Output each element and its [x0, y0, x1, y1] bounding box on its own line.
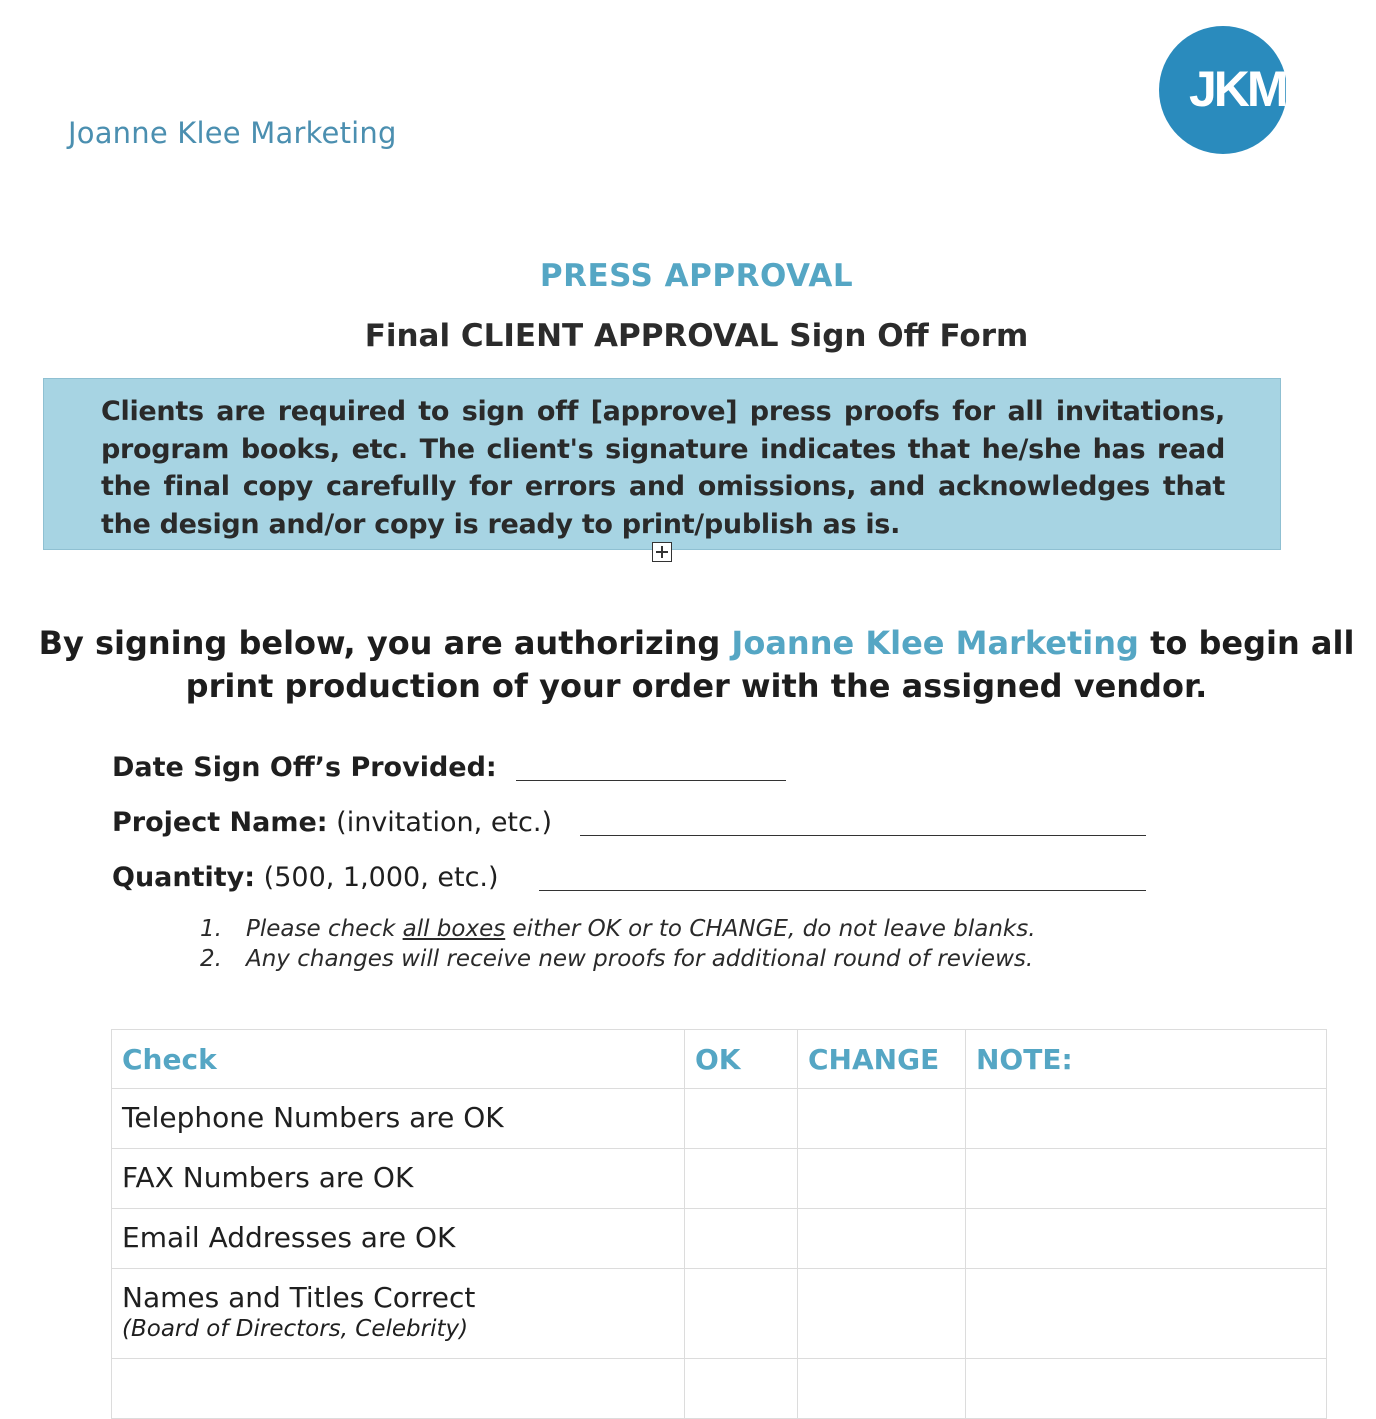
change-cell[interactable]: [798, 1089, 966, 1149]
authorization-part1: By signing below, you are authorizing: [38, 624, 732, 662]
check-item: FAX Numbers are OK: [112, 1149, 685, 1209]
note-cell[interactable]: [966, 1149, 1327, 1209]
authorization-brand: Joanne Klee Marketing: [731, 624, 1139, 662]
project-field: [112, 807, 552, 838]
instruction-text: Any changes will receive new proofs for additional round of reviews.: [246, 946, 1034, 972]
approval-checklist-table: [111, 1029, 1327, 1419]
change-cell[interactable]: [798, 1269, 966, 1359]
ok-cell[interactable]: [685, 1089, 798, 1149]
table-row: [112, 1269, 1327, 1359]
note-cell[interactable]: [966, 1089, 1327, 1149]
change-cell[interactable]: [798, 1209, 966, 1269]
notice-box: [43, 378, 1281, 550]
quantity-field: [112, 862, 499, 893]
authorization-statement: [0, 622, 1376, 708]
project-input-line[interactable]: [580, 835, 1146, 836]
page-title: PRESS APPROVAL: [539, 258, 854, 294]
check-item-label: Names and Titles Correct: [122, 1281, 476, 1314]
header-change: CHANGE: [798, 1030, 966, 1089]
ok-cell[interactable]: [685, 1209, 798, 1269]
instruction-number: 1.: [200, 916, 222, 942]
table-header-row: [112, 1030, 1327, 1089]
table-row: [112, 1089, 1327, 1149]
date-label: Date Sign Off’s Provided:: [112, 752, 497, 783]
ok-cell[interactable]: [685, 1269, 798, 1359]
project-hint: (invitation, etc.): [327, 807, 552, 838]
table-row: [112, 1149, 1327, 1209]
date-input-line[interactable]: [516, 780, 786, 781]
quantity-hint: (500, 1,000, etc.): [255, 862, 499, 893]
table-row: [112, 1209, 1327, 1269]
logo-text: JKM: [1189, 61, 1286, 117]
instruction-emphasis: all boxes: [402, 916, 506, 942]
date-field: [112, 752, 497, 783]
instruction-item: [200, 914, 1036, 944]
check-item: [112, 1269, 685, 1359]
instruction-item: [200, 944, 1036, 974]
project-label: Project Name:: [112, 807, 328, 838]
instruction-text: either OK or to CHANGE, do not leave blanks.: [505, 916, 1036, 942]
check-item: Email Addresses are OK: [112, 1209, 685, 1269]
instruction-number: 2.: [200, 946, 222, 972]
company-name: Joanne Klee Marketing: [68, 116, 397, 150]
header-note: NOTE:: [966, 1030, 1327, 1089]
authorization-part2: to begin all print production of your order with the assigned vendor.: [185, 624, 1355, 705]
form-subtitle: Final CLIENT APPROVAL Sign Off Form: [364, 318, 1029, 354]
check-item: Telephone Numbers are OK: [112, 1089, 685, 1149]
note-cell[interactable]: [966, 1269, 1327, 1359]
header-ok: OK: [685, 1030, 798, 1089]
note-cell[interactable]: [966, 1209, 1327, 1269]
header-check: Check: [112, 1030, 685, 1089]
table-move-handle-icon[interactable]: [652, 542, 672, 562]
instructions-list: [200, 914, 1036, 974]
check-item-sub: (Board of Directors, Celebrity): [122, 1316, 469, 1342]
quantity-input-line[interactable]: [539, 890, 1146, 891]
quantity-label: Quantity:: [112, 862, 256, 893]
notice-text: Clients are required to sign off [approve] press proofs for all invitations, program books, etc. The client's signature indicates that he/she has read the final copy carefully for errors and omissions, and acknowledges that the design and/or copy is ready to print/publish as is.: [101, 396, 1225, 540]
change-cell[interactable]: [798, 1149, 966, 1209]
ok-cell[interactable]: [685, 1149, 798, 1209]
jkm-logo: [1159, 26, 1286, 154]
instruction-text: Please check: [246, 916, 403, 942]
